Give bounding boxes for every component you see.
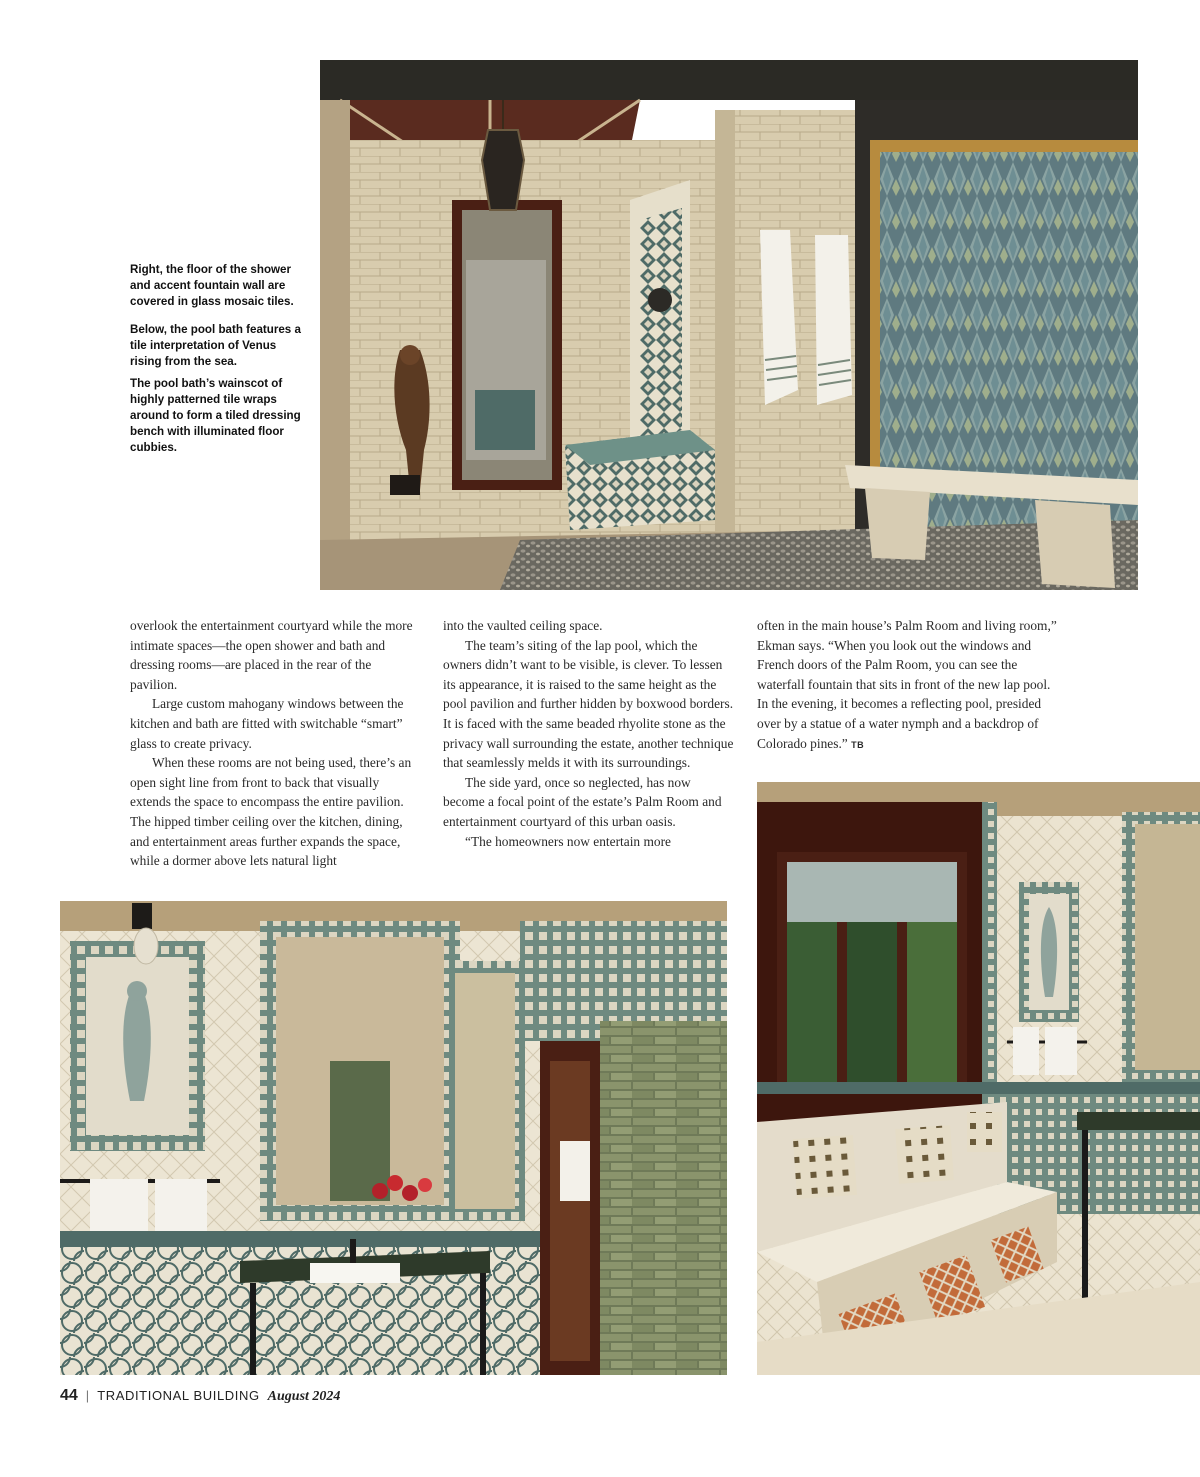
- closing-quote-text: often in the main house’s Palm Room and living room,” Ekman says. “When you look out the windows and French doors of the Palm Room, you can see the waterfall fountain that sits in front of the new lap pool. In the evening, it becomes a reflecting pool, presided over by a statue of a water nymph and a backdrop of Colorado pines.”: [757, 618, 1057, 751]
- body-column-1: [130, 616, 416, 871]
- footer-divider: |: [85, 1388, 90, 1403]
- paragraph: [757, 616, 1057, 755]
- magazine-name: TRADITIONAL BUILDING: [97, 1388, 260, 1403]
- paragraph: into the vaulted ceiling space.: [443, 618, 603, 633]
- issue-date: August 2024: [267, 1389, 341, 1404]
- paragraph: When these rooms are not being used, there’s an open sight line from front to back that visually extends the space to encompass the entire pavilion. The hipped timber ceiling over the kitchen, dining, and entertainment areas further expands the space, while a dormer above lets natural light: [130, 755, 412, 869]
- paragraph: The side yard, once so neglected, has now become a focal point of the estate’s Palm Room and entertainment courtyard of this urban oasis.: [443, 774, 722, 829]
- caption-pool-bath: Below, the pool bath features a tile interpretation of Venus rising from the sea.: [130, 323, 301, 368]
- caption-wainscot: The pool bath’s wainscot of highly patterned tile wraps around to form a tiled dressing bench with illuminated floor cubbies.: [130, 377, 301, 454]
- caption-shower: Right, the floor of the shower and accent fountain wall are covered in glass mosaic tiles.: [130, 263, 294, 308]
- paragraph: The team’s siting of the lap pool, which the owners didn’t want to be visible, is clever. To lessen its appearance, it is raised to the same height as the pool pavilion and further hidden by boxwood borders. It is faced with the same beaded rhyolite stone as the privacy wall surrounding the estate, another technique that seamlessly melds it with its surroundings.: [443, 637, 734, 771]
- photo-captions: [130, 262, 302, 468]
- photo-pool-bath-vanity: [60, 901, 727, 1375]
- author-signature: TB: [851, 739, 865, 750]
- page-footer: [60, 1387, 340, 1405]
- paragraph: “The homeowners now entertain more: [465, 833, 671, 849]
- photo-dressing-bench: [757, 782, 1200, 1375]
- photo-shower-fountain: [320, 60, 1138, 590]
- body-column-3: [757, 616, 1057, 755]
- paragraph: Large custom mahogany windows between the kitchen and bath are fitted with switchable “smart” glass to create privacy.: [130, 696, 404, 751]
- body-column-2: [443, 616, 735, 851]
- paragraph: overlook the entertainment courtyard while the more intimate spaces—the open shower and bath and dressing rooms—are placed in the rear of the pavilion.: [130, 618, 413, 692]
- page-number: 44: [60, 1387, 78, 1404]
